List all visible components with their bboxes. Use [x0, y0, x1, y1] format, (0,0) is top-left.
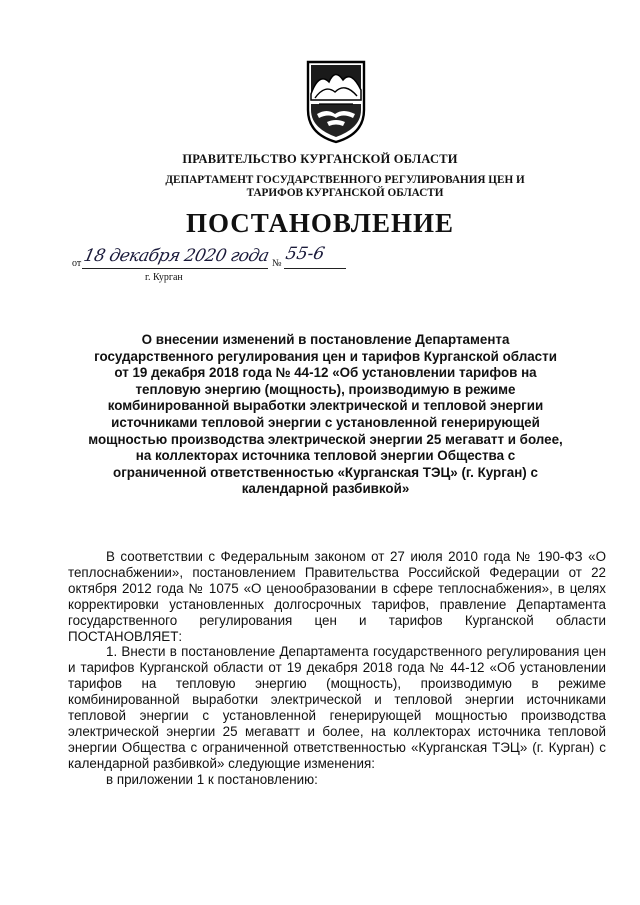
body-paragraph-preamble: В соответствии с Федеральным законом от 27 июля 2010 года № 190-ФЗ «О теплоснабжении», постановлением Правительства Российской Федерации от 22 октября 2012 года № 1075 «О ценообразовании в сфере теплоснабжения», в целях корректировки установленных долгосрочных тарифов, правление Департамента государственного регулирования цен и тарифов Курганской области ПОСТАНОВЛЯЕТ:: [68, 549, 606, 644]
body-paragraph-item-1: 1. Внести в постановление Департамента государственного регулирования цен и тарифов Курганской области от 19 декабря 2018 года № 44-12 «Об установлении тарифов на тепловую энергию (мощность), производимую в режиме комбинированной выработки электрической и тепловой энергии источниками тепловой энергии с установленной генерирующей мощностью производства электрической энергии 25 мегаватт и более, на коллекторах источника тепловой энергии Общества с ограниченной ответственностью «Курганская ТЭЦ» (г. Курган) с календарной разбивкой» следующие изменения:: [68, 644, 606, 771]
handwritten-date: 18 декабря 2020 года: [81, 246, 271, 266]
department-title: ДЕПАРТАМЕНТ ГОСУДАРСТВЕННОГО РЕГУЛИРОВАНИЯ ЦЕН И ТАРИФОВ КУРГАНСКОЙ ОБЛАСТИ: [165, 174, 525, 199]
document-subject: О внесении изменений в постановление Департамента государственного регулирования цен и тарифов Курганской области от 19 декабря 2018 года № 44-12 «Об установлении тарифов на тепловую энергию (мощность), производимую в режиме комбинированной выработки электрической и тепловой энергии источниками тепловой энергии с установленной генерирующей мощностью производства электрической энергии 25 мегаватт и более, на коллекторах источника тепловой энергии Общества с ограниченной ответственностью «Курганская ТЭЦ» (г. Курган) с календарной разбивкой»: [88, 332, 563, 497]
document-body: [68, 549, 606, 788]
kurgan-coat-of-arms-icon: [305, 60, 367, 144]
document-type-heading: ПОСТАНОВЛЕНИЕ: [185, 208, 455, 238]
date-number-line: [72, 246, 372, 272]
date-from-label: от: [72, 258, 82, 269]
handwritten-number: 55-6: [283, 244, 327, 264]
number-label: №: [272, 258, 282, 269]
date-underline: [82, 268, 268, 269]
number-underline: [284, 268, 346, 269]
government-title: ПРАВИТЕЛЬСТВО КУРГАНСКОЙ ОБЛАСТИ: [182, 152, 458, 166]
body-paragraph-appendix: в приложении 1 к постановлению:: [106, 771, 318, 787]
city-label: г. Курган: [145, 272, 183, 283]
